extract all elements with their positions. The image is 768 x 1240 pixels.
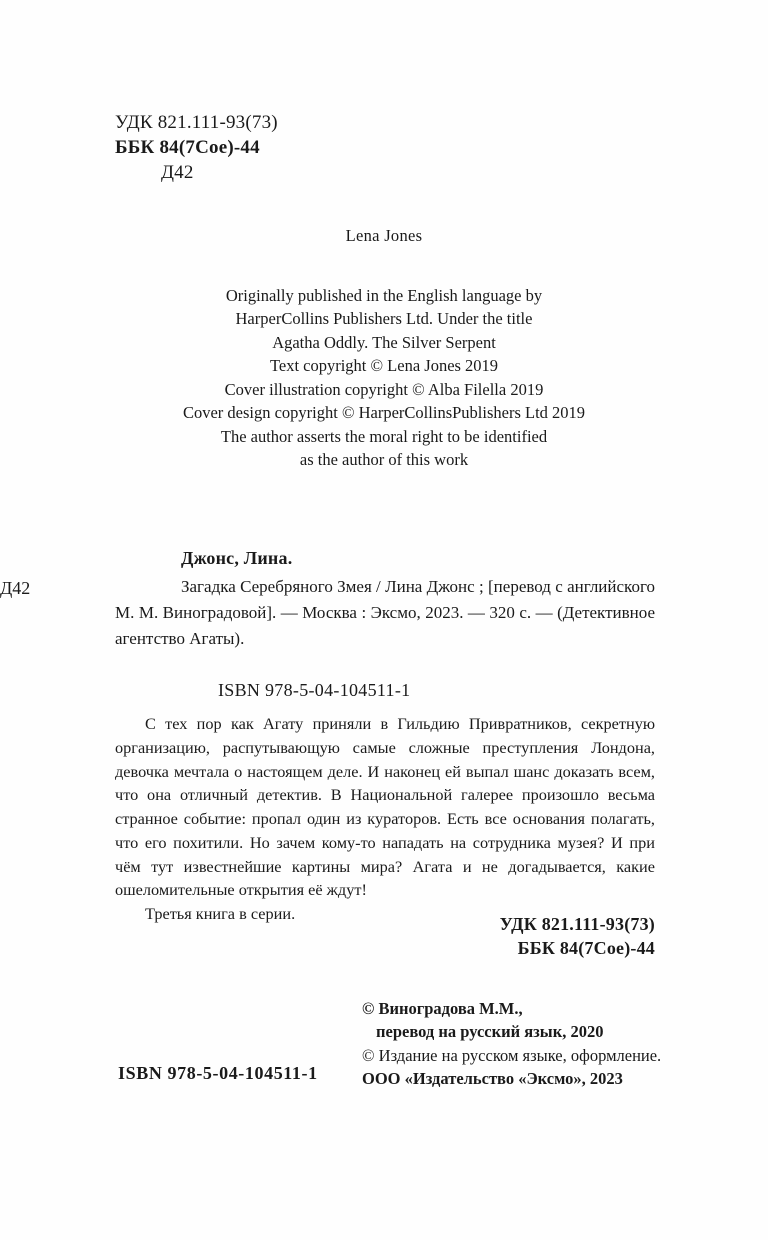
english-rights-line: Cover design copyright © HarperCollinsPublishers Ltd 2019 <box>182 403 586 423</box>
english-rights-block <box>0 284 768 471</box>
cip-record-body <box>115 574 655 651</box>
copyright-translator: © Виноградова М.М., <box>362 999 523 1018</box>
bbk-code-bottom: ББК 84(7Сое)-44 <box>517 938 655 959</box>
author-name-latin: Lena Jones <box>345 226 423 245</box>
english-rights-line: Text copyright © Lena Jones 2019 <box>269 356 499 376</box>
annotation-paragraph: Третья книга в серии. <box>145 904 296 924</box>
english-rights-line: Originally published in the English language by <box>225 286 543 305</box>
udk-classification-bottom <box>500 912 655 961</box>
copyright-publisher: ООО «Издательство «Эксмо», 2023 <box>362 1069 623 1089</box>
bbk-code-top: ББК 84(7Сое)-44 <box>115 137 260 159</box>
isbn-middle: ISBN 978-5-04-104511-1 <box>218 680 411 700</box>
cip-record-text: Загадка Серебряного Змея / Лина Джонс ; [перевод с английского М. М. Виноградовой]. — Москва : Эксмо, 2023. — 320 с. — (Детективное агентство Агаты). <box>115 577 655 648</box>
annotation-block <box>115 712 655 926</box>
english-rights-line: Cover illustration copyright © Alba Filella 2019 <box>224 379 544 399</box>
english-rights-line: HarperCollins Publishers Ltd. Under the title <box>235 309 533 329</box>
copyright-translation-year: перевод на русский язык, 2020 <box>376 1022 604 1042</box>
cip-shelf-code: Д42 <box>0 578 31 598</box>
udk-classification-top <box>115 110 278 185</box>
cip-author: Джонс, Лина. <box>181 548 293 568</box>
russian-copyright-block <box>362 997 661 1091</box>
shelf-code-top: Д42 <box>161 162 194 184</box>
copyright-edition: © Издание на русском языке, оформление. <box>362 1045 662 1065</box>
annotation-paragraph: С тех пор как Агату приняли в Гильдию Привратников, секретную организацию, распутывающую самые сложные преступления Лондона, девочка мечтала о настоящем деле. И наконец ей выпал шанс доказать всем, что она отличный детектив. В Национальной галерее произошло весьма странное событие: пропал один из кураторов. Есть все основания полагать, что его похитили. Но зачем кому-то нападать на сотрудника музея? И при чём тут известнейшие картины мира? Агата и не догадывается, какие ошеломительные открытия её ждут! <box>115 714 655 900</box>
udk-code-bottom: УДК 821.111-93(73) <box>499 914 655 934</box>
isbn-bottom: ISBN 978-5-04-104511-1 <box>118 1063 318 1083</box>
english-rights-line: Agatha Oddly. The Silver Serpent <box>272 332 496 352</box>
udk-code-top: УДК 821.111-93(73) <box>115 112 278 133</box>
cataloguing-record <box>115 548 655 651</box>
english-rights-line: as the author of this work <box>299 449 469 469</box>
english-rights-line: The author asserts the moral right to be identified <box>220 426 548 446</box>
